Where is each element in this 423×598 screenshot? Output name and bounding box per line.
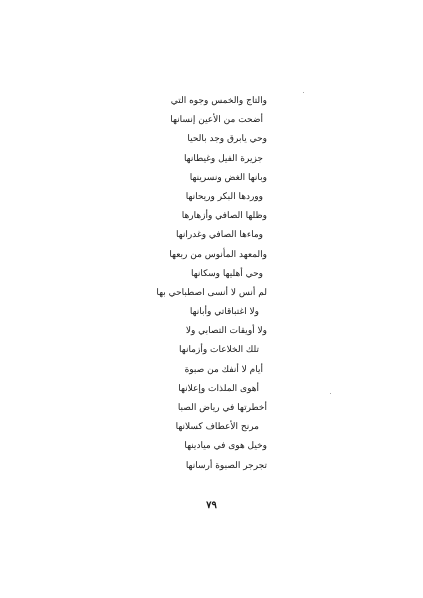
verse-line: ولا أويقات التصابي ولا — [185, 326, 267, 337]
verse-line: تجرجر الصبوة أرسانها — [185, 460, 267, 471]
verse-line: وظلها الصافي وأزهارها — [181, 211, 267, 222]
verse-line: وماءها الصافي وغدرانها — [176, 230, 263, 241]
verse-line: لم أنس لا أنسى اصطباحي بها — [156, 287, 267, 298]
verse-line: وحي يابرق وجد بالحيا — [187, 134, 267, 145]
verse-line: أهوى الملذات وإعلانها — [178, 383, 259, 394]
verse-line: ووردها البكر وريحانها — [185, 191, 263, 202]
verse-line: وحي أهليها وسكانها — [191, 268, 263, 279]
verse-line: أخطرتها في رياض الصبا — [177, 403, 267, 413]
verse-line: تلك الخلاعات وأزمانها — [179, 345, 259, 356]
verse-line: وبانها الغض ونسرينها — [189, 172, 267, 183]
verse-line: ولا اغتباقاتي وأبانها — [189, 307, 259, 318]
verse-line: وخيل هوى في ميادينها — [184, 441, 267, 452]
verse-line: أيام لا أنفك من صبوة — [184, 364, 263, 375]
verse-line: أضحت من الأعين إنسانها — [170, 115, 263, 126]
page-number: ٧٩ — [206, 500, 217, 511]
poem-block — [113, 92, 273, 476]
verse-line: والمعهد المأنوس من ربعها — [169, 249, 267, 260]
verse-line: جزيرة الفيل وغيطانها — [183, 153, 263, 164]
verse-line: والتاج والخمس وجوه التي — [170, 96, 267, 106]
paper-speck — [330, 393, 331, 394]
verse-line: مرنح الأعطاف كسلانها — [175, 422, 259, 433]
paper-speck — [303, 92, 304, 93]
